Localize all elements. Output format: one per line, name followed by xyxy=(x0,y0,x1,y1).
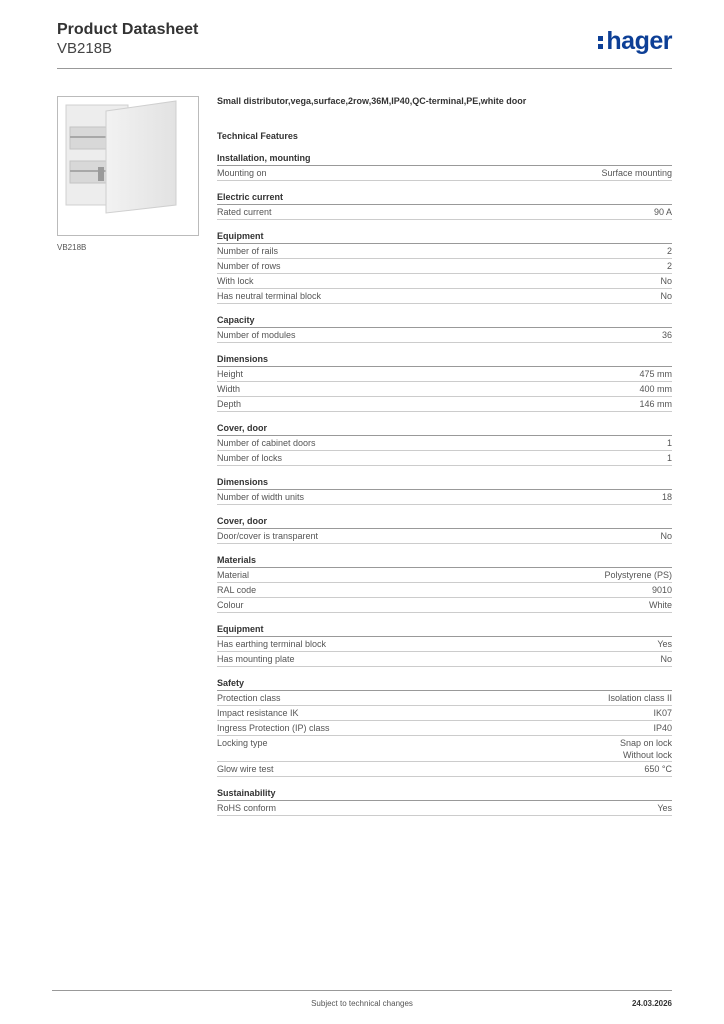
product-description: Small distributor,vega,surface,2row,36M,IP40,QC-terminal,PE,white door xyxy=(217,96,527,106)
feature-row xyxy=(217,583,672,598)
product-code: VB218B xyxy=(57,40,113,57)
feature-section xyxy=(217,353,672,412)
section-title: Cover, door xyxy=(217,515,672,529)
feature-section xyxy=(217,230,672,304)
feature-section xyxy=(217,314,672,343)
feature-label: Width xyxy=(217,384,241,394)
feature-value: Yes xyxy=(657,639,672,649)
feature-section xyxy=(217,152,672,181)
feature-row xyxy=(217,451,672,466)
logo-text: hager xyxy=(606,27,672,55)
feature-label: With lock xyxy=(217,276,254,286)
section-title: Sustainability xyxy=(217,787,672,801)
feature-label: Locking type xyxy=(217,738,268,748)
feature-row xyxy=(217,205,672,220)
feature-label: Number of modules xyxy=(217,330,296,340)
feature-row xyxy=(217,436,672,451)
feature-row xyxy=(217,166,672,181)
hager-logo xyxy=(598,27,672,56)
footer-date: 24.03.2026 xyxy=(631,999,672,1008)
product-image xyxy=(57,96,199,236)
feature-row xyxy=(217,490,672,505)
feature-value: No xyxy=(660,531,672,541)
section-title: Capacity xyxy=(217,314,672,328)
feature-value: 475 mm xyxy=(639,369,672,379)
feature-row xyxy=(217,652,672,667)
feature-section xyxy=(217,787,672,816)
feature-label: Number of locks xyxy=(217,453,283,463)
feature-label: Has neutral terminal block xyxy=(217,291,322,301)
section-title: Dimensions xyxy=(217,476,672,490)
feature-row xyxy=(217,244,672,259)
logo-dots-icon xyxy=(598,33,604,52)
section-title: Equipment xyxy=(217,230,672,244)
feature-value: 90 A xyxy=(653,207,672,217)
feature-value: 1 xyxy=(666,453,672,463)
feature-value: 2 xyxy=(666,261,672,271)
feature-row xyxy=(217,721,672,736)
feature-label: Glow wire test xyxy=(217,764,274,774)
feature-section xyxy=(217,476,672,505)
feature-row xyxy=(217,397,672,412)
feature-value: 36 xyxy=(661,330,672,340)
section-title: Cover, door xyxy=(217,422,672,436)
features-list xyxy=(217,152,672,816)
feature-row xyxy=(217,637,672,652)
feature-label: RAL code xyxy=(217,585,257,595)
footer-note: Subject to technical changes xyxy=(311,999,413,1008)
header xyxy=(57,20,198,58)
feature-value: Yes xyxy=(657,803,672,813)
feature-value: IK07 xyxy=(653,708,672,718)
feature-row xyxy=(217,801,672,816)
footer-divider xyxy=(52,990,672,991)
feature-value: No xyxy=(660,291,672,301)
feature-value: 400 mm xyxy=(639,384,672,394)
feature-value: White xyxy=(648,600,672,610)
feature-value: 2 xyxy=(666,246,672,256)
section-title: Installation, mounting xyxy=(217,152,672,166)
feature-row xyxy=(217,706,672,721)
feature-row xyxy=(217,328,672,343)
feature-label: Height xyxy=(217,369,244,379)
feature-label: Has mounting plate xyxy=(217,654,295,664)
datasheet-content xyxy=(217,95,672,816)
section-title: Equipment xyxy=(217,623,672,637)
feature-section xyxy=(217,554,672,613)
feature-section xyxy=(217,422,672,466)
feature-value: 1 xyxy=(666,438,672,448)
header-divider xyxy=(57,68,672,69)
feature-label: Number of cabinet doors xyxy=(217,438,316,448)
feature-value: 650 °C xyxy=(644,764,672,774)
section-title: Dimensions xyxy=(217,353,672,367)
page-title: Product Datasheet xyxy=(57,21,199,38)
feature-label: Ingress Protection (IP) class xyxy=(217,723,330,733)
feature-value: Surface mounting xyxy=(601,168,672,178)
section-title: Electric current xyxy=(217,191,672,205)
feature-label: Material xyxy=(217,570,250,580)
feature-row xyxy=(217,762,672,777)
feature-value: 18 xyxy=(661,492,672,502)
feature-row xyxy=(217,289,672,304)
feature-label: Impact resistance IK xyxy=(217,708,299,718)
feature-section xyxy=(217,515,672,544)
feature-label: Number of rails xyxy=(217,246,279,256)
feature-label: Protection class xyxy=(217,693,281,703)
section-title: Safety xyxy=(217,677,672,691)
feature-label: RoHS conform xyxy=(217,803,277,813)
feature-row xyxy=(217,736,672,762)
feature-row xyxy=(217,367,672,382)
feature-label: Has earthing terminal block xyxy=(217,639,327,649)
feature-row xyxy=(217,259,672,274)
feature-row xyxy=(217,691,672,706)
feature-label: Rated current xyxy=(217,207,272,217)
feature-value: Isolation class II xyxy=(607,693,672,703)
feature-section xyxy=(217,677,672,777)
feature-label: Number of rows xyxy=(217,261,281,271)
feature-row xyxy=(217,568,672,583)
feature-value: IP40 xyxy=(653,723,672,733)
feature-value: 146 mm xyxy=(639,399,672,409)
feature-value: No xyxy=(660,654,672,664)
feature-row xyxy=(217,274,672,289)
feature-label: Door/cover is transparent xyxy=(217,531,319,541)
feature-label: Mounting on xyxy=(217,168,267,178)
feature-value: Snap on lock Without lock xyxy=(619,738,672,760)
feature-section xyxy=(217,191,672,220)
feature-label: Number of width units xyxy=(217,492,305,502)
feature-row xyxy=(217,382,672,397)
feature-row xyxy=(217,598,672,613)
feature-value: No xyxy=(660,276,672,286)
feature-label: Depth xyxy=(217,399,242,409)
image-caption: VB218B xyxy=(57,243,87,252)
technical-features-heading: Technical Features xyxy=(217,131,298,141)
feature-row xyxy=(217,529,672,544)
feature-value: 9010 xyxy=(651,585,672,595)
feature-value: Polystyrene (PS) xyxy=(604,570,672,580)
feature-label: Colour xyxy=(217,600,244,610)
section-title: Materials xyxy=(217,554,672,568)
feature-section xyxy=(217,623,672,667)
